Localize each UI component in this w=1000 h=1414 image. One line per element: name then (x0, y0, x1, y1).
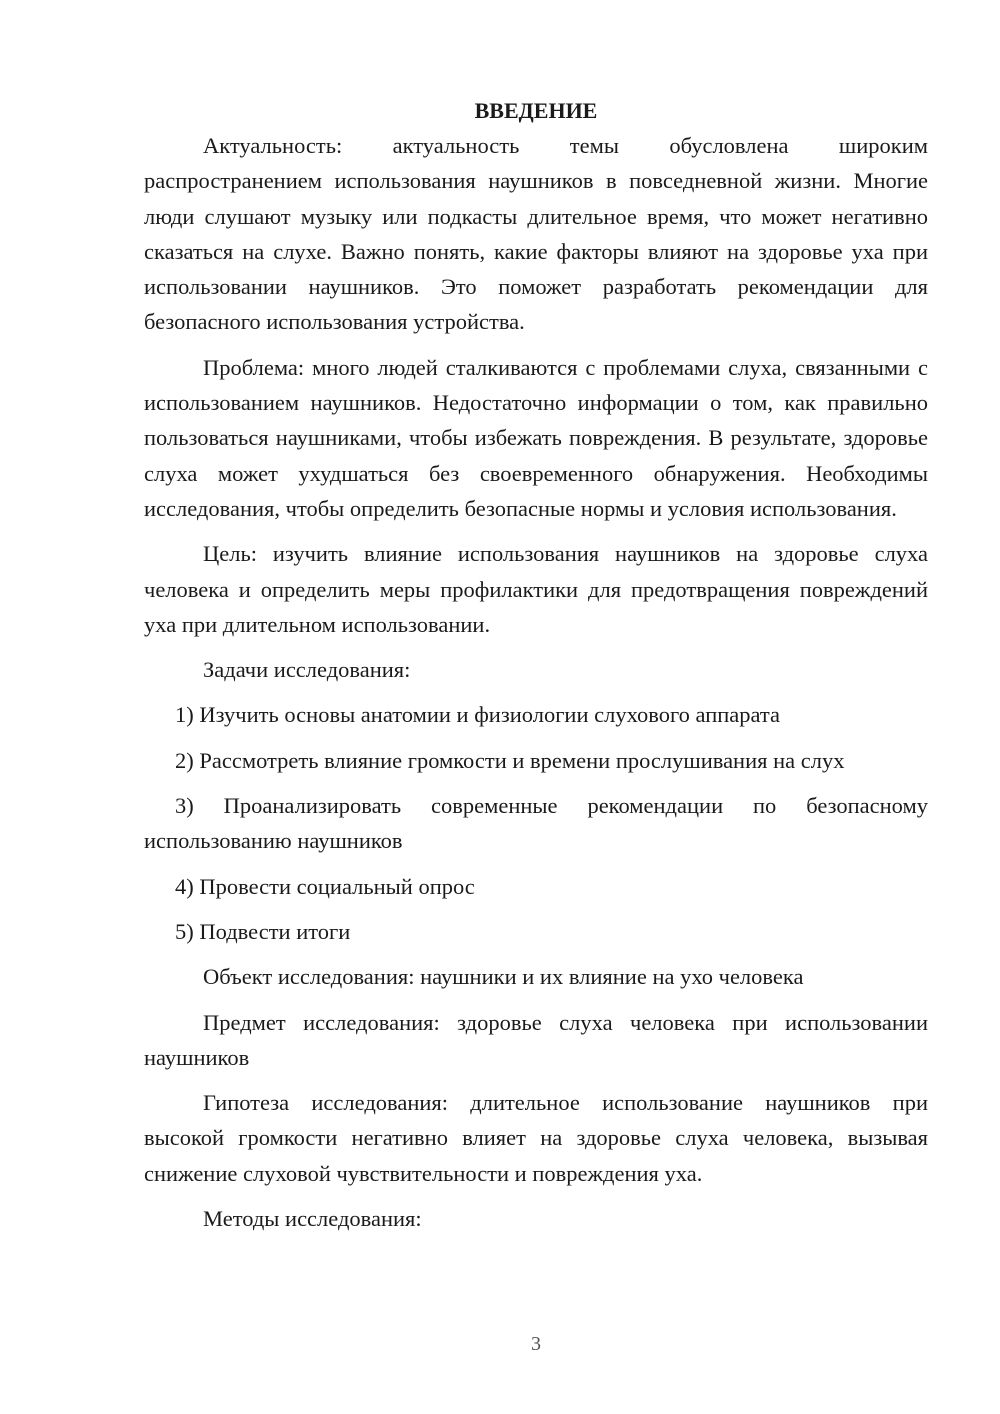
methods-heading: Методы исследования: (203, 1206, 422, 1232)
relevance-paragraph: Актуальность: актуальность темы обусловлена широким распространением использования наушников в повседневной жизни. Многие люди слушают музыку или подкасты длительное время, что может негативно сказаться на слухе. Важно понять, какие факторы влияют на здоровье уха при использовании наушников. Это поможет разработать рекомендации для безопасного использования устройства. (144, 133, 928, 335)
subject-paragraph: Предмет исследования: здоровье слуха человека при использовании наушников (144, 1009, 928, 1070)
problem-paragraph: Проблема: много людей сталкиваются с проблемами слуха, связанными с использованием наушников. Недостаточно информации о том, как правильно пользоваться наушниками, чтобы избежать повреждения. В результате, здоровье слуха может ухудшаться без своевременного обнаружения. Необходимы исследования, чтобы определить безопасные нормы и условия использования. (144, 354, 928, 521)
section-title: ВВЕДЕНИЕ (474, 98, 598, 123)
tasks-heading: Задачи исследования: (203, 657, 411, 683)
goal-paragraph: Цель: изучить влияние использования наушников на здоровье слуха человека и определить меры профилактики для предотвращения повреждений уха при длительном использовании. (144, 541, 928, 637)
tasks-list (144, 697, 928, 949)
page-content (144, 93, 928, 1246)
task-item: 5) Подвести итоги (175, 918, 351, 944)
task-item: 4) Провести социальный опрос (175, 873, 475, 899)
page-number: 3 (531, 1333, 541, 1355)
task-item: 3) Проанализировать современные рекомендации по безопасному использованию наушников (144, 793, 928, 854)
task-item: 1) Изучить основы анатомии и физиологии слухового аппарата (175, 702, 781, 728)
object-paragraph: Объект исследования: наушники и их влияние на ухо человека (203, 964, 804, 990)
hypothesis-paragraph: Гипотеза исследования: длительное использование наушников при высокой громкости негативно влияет на здоровье слуха человека, вызывая снижение слуховой чувствительности и повреждения уха. (144, 1090, 928, 1186)
task-item: 2) Рассмотреть влияние громкости и времени прослушивания на слух (175, 747, 845, 773)
